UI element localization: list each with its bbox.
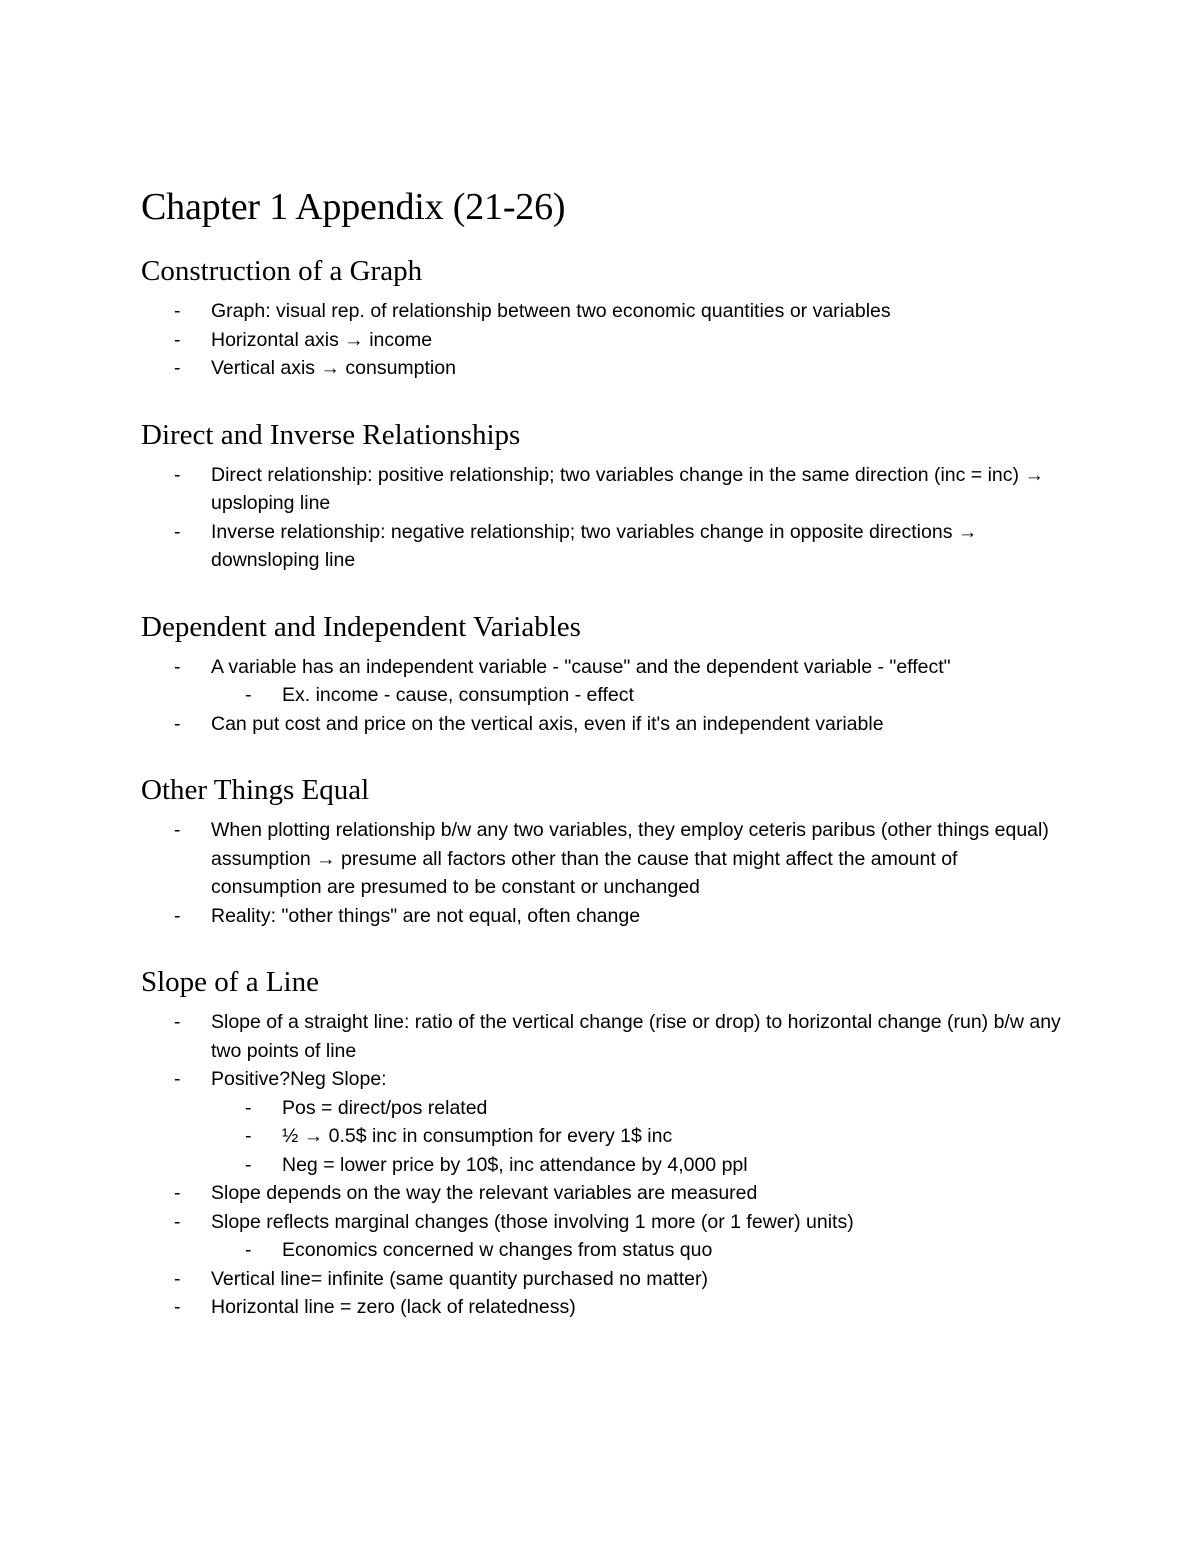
document-body	[141, 181, 1071, 1354]
section-direct-inverse-relationships	[141, 415, 1071, 575]
sub-list-item	[141, 1236, 1071, 1265]
bullet-dash: -	[174, 1296, 181, 1318]
section-heading: Construction of a Graph	[141, 255, 423, 287]
bullet-dash: -	[174, 463, 181, 486]
list-item-text: Positive?Neg Slope:	[211, 1068, 387, 1090]
bullet-dash: -	[174, 904, 181, 927]
section-dependent-independent-variables	[141, 607, 1071, 739]
bullet-list	[141, 816, 1071, 930]
bullet-dash: -	[174, 1267, 181, 1290]
bullet-dash: -	[174, 1011, 181, 1033]
section-heading: Direct and Inverse Relationships	[141, 418, 521, 451]
bullet-dash: -	[174, 1182, 181, 1204]
bullet-dash: -	[245, 1239, 252, 1261]
bullet-dash: -	[174, 328, 181, 351]
bullet-list	[141, 653, 1071, 739]
list-item	[141, 518, 1071, 575]
list-item-text: Slope depends on the way the relevant variables are measured	[211, 1182, 758, 1204]
list-item-text: Vertical line= infinite (same quantity purchased no matter)	[211, 1267, 708, 1290]
list-item-text: Horizontal line = zero (lack of relatedness)	[211, 1296, 576, 1318]
list-item	[141, 1265, 1071, 1294]
section-construction-of-graph	[141, 251, 1071, 383]
bullet-dash: -	[174, 357, 181, 379]
bullet-list	[141, 461, 1071, 575]
list-item	[141, 710, 1071, 739]
list-item	[141, 1065, 1071, 1094]
bullet-dash: -	[174, 1210, 181, 1233]
list-item	[141, 326, 1071, 355]
list-item	[141, 354, 1071, 383]
bullet-dash: -	[245, 1096, 252, 1119]
bullet-dash: -	[174, 712, 181, 735]
bullet-dash: -	[245, 684, 252, 706]
list-item-text: Horizontal axis → income	[211, 328, 433, 351]
page-title: Chapter 1 Appendix (21-26)	[141, 186, 566, 228]
list-item-text: Reality: "other things" are not equal, often change	[211, 904, 641, 927]
list-item-text: Can put cost and price on the vertical axis, even if it's an independent variable	[211, 712, 884, 735]
bullet-dash: -	[174, 1068, 181, 1090]
list-item	[141, 816, 1071, 902]
bullet-dash: -	[245, 1153, 252, 1176]
list-item-text: Graph: visual rep. of relationship between two economic quantities or variables	[211, 300, 891, 322]
list-item	[141, 1208, 1071, 1237]
list-item-text: Slope of a straight line: ratio of the vertical change (rise or drop) to horizontal change (run) b/w any two points of line	[211, 1011, 1061, 1062]
list-item	[141, 461, 1071, 518]
list-item-text: Economics concerned w changes from status quo	[282, 1239, 713, 1261]
sub-list-item	[141, 1151, 1071, 1180]
section-heading: Dependent and Independent Variables	[141, 610, 581, 643]
list-item	[141, 1008, 1071, 1065]
bullet-dash: -	[174, 300, 181, 322]
section-other-things-equal	[141, 770, 1071, 930]
sub-list-item	[141, 1122, 1071, 1151]
bullet-dash: -	[174, 655, 181, 678]
list-item-text: Ex. income - cause, consumption - effect	[282, 684, 634, 706]
list-item	[141, 902, 1071, 931]
list-item-text: Inverse relationship: negative relationship; two variables change in opposite directions → downsloping line	[211, 520, 978, 571]
list-item-text: When plotting relationship b/w any two variables, they employ ceteris paribus (other things equal) assumption → presume all factors other than the cause that might affect the amount of consumption are presumed to be constant or unchanged	[211, 819, 1049, 898]
list-item-text: Neg = lower price by 10$, inc attendance by 4,000 ppl	[282, 1153, 748, 1176]
section-heading: Other Things Equal	[141, 774, 370, 806]
list-item	[141, 297, 1071, 326]
bullet-dash: -	[174, 819, 181, 841]
list-item-text: Slope reflects marginal changes (those involving 1 more (or 1 fewer) units)	[211, 1210, 854, 1233]
list-item-text: Direct relationship: positive relationship; two variables change in the same direction (inc = inc) → upsloping line	[211, 463, 1044, 514]
bullet-list	[141, 1008, 1071, 1322]
bullet-dash: -	[245, 1125, 252, 1147]
section-heading: Slope of a Line	[141, 966, 319, 998]
sub-list-item	[141, 681, 1071, 710]
list-item-text: A variable has an independent variable - "cause" and the dependent variable - "effect"	[211, 655, 951, 678]
list-item	[141, 653, 1071, 682]
list-item	[141, 1293, 1071, 1322]
section-slope-of-line	[141, 962, 1071, 1322]
bullet-list	[141, 297, 1071, 383]
list-item-text: ½ → 0.5$ inc in consumption for every 1$ inc	[282, 1125, 673, 1147]
bullet-dash: -	[174, 520, 181, 543]
list-item	[141, 1179, 1071, 1208]
list-item-text: Pos = direct/pos related	[282, 1096, 488, 1119]
list-item-text: Vertical axis → consumption	[211, 357, 456, 379]
sub-list-item	[141, 1094, 1071, 1123]
